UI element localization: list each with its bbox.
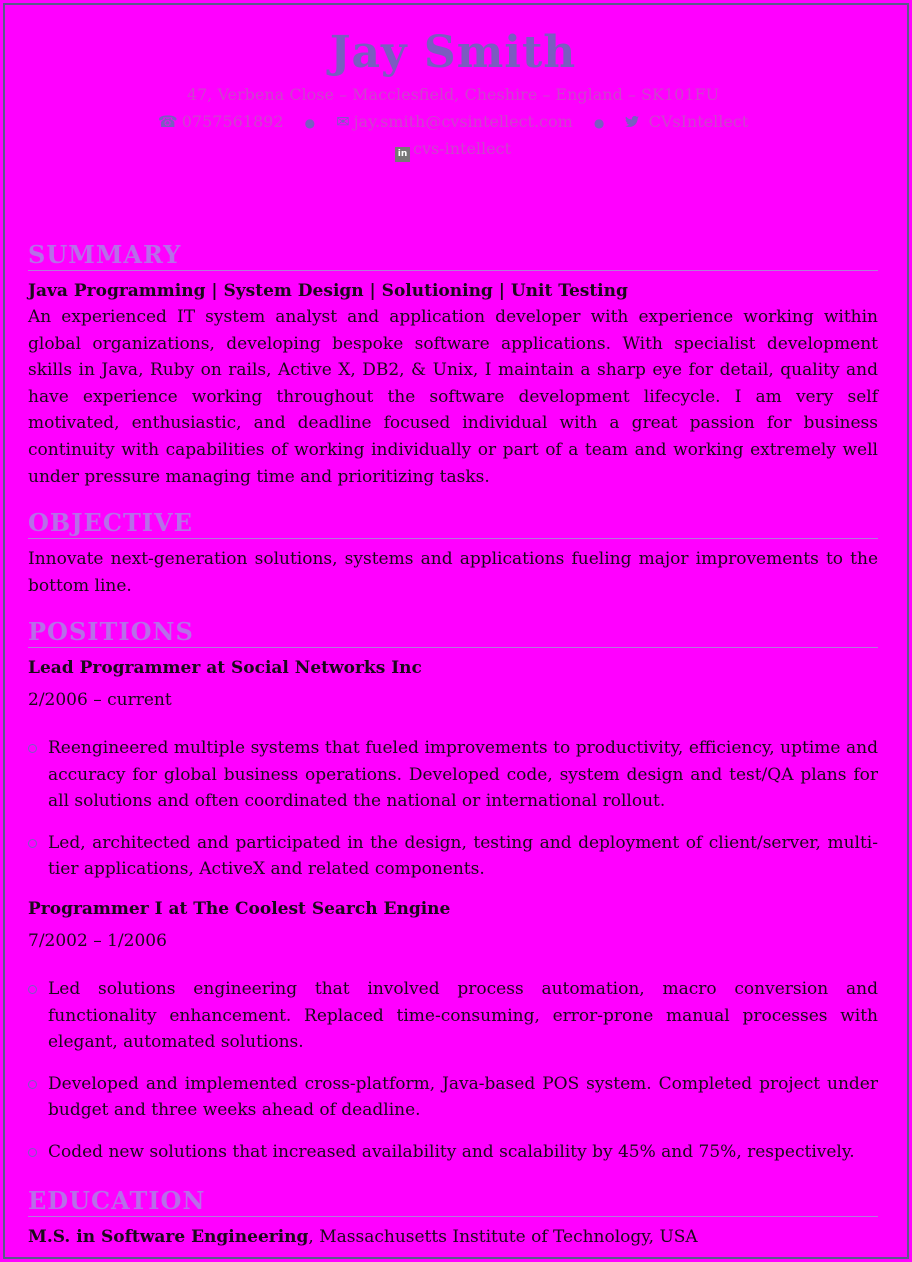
section-title-positions: POSITIONS <box>28 618 878 648</box>
objective-text: Innovate next-generation solutions, systems and applications fueling major improvements to the bottom line. <box>28 549 878 596</box>
position-bullets <box>28 735 878 898</box>
phone-icon: ☎ <box>157 112 178 131</box>
section-title-objective: OBJECTIVE <box>28 509 878 539</box>
bullet-circle-icon <box>28 1148 37 1157</box>
section-title-summary: SUMMARY <box>28 241 878 271</box>
position-dates: 7/2002 – 1/2006 <box>28 931 167 951</box>
position-role: Lead Programmer at Social Networks Inc <box>28 658 422 678</box>
separator-dot: ● <box>593 116 605 130</box>
position-dates: 2/2006 – current <box>28 690 172 710</box>
bullet-circle-icon <box>28 839 37 848</box>
list-item: Coded new solutions that increased availability and scalability by 45% and 75%, respectively. <box>28 1139 878 1166</box>
twitter-icon <box>625 112 644 131</box>
twitter-handle[interactable]: CVsIntellect <box>648 112 749 131</box>
linkedin-line <box>28 139 878 162</box>
summary-text: An experienced IT system analyst and application developer with experience working within global organizations, developing bespoke software applications. With specialist development skills in Java, Ruby on rails, Active X, DB2, & Unix, I maintain a sharp eye for detail, quality and have experience working throughout the software development lifecycle. I am very self motivated, enthusiastic, and deadline focused individual with a great passion for business continuity with capabilities of working individually or part of a team and working extremely well under pressure managing time and prioritizing tasks. <box>28 307 878 487</box>
section-title-education: EDUCATION <box>28 1187 878 1217</box>
address-line: 47, Verbena Close – Macclesfield, Cheshire – England – SK101FU <box>186 85 720 104</box>
bullet-circle-icon <box>28 985 37 994</box>
envelope-icon: ✉ <box>336 112 350 131</box>
phone-number: 0757561892 <box>181 112 284 131</box>
candidate-name: Jay Smith <box>329 27 577 78</box>
list-item: Reengineered multiple systems that fueled improvements to productivity, efficiency, uptime and accuracy for global business operations. Developed code, system design and test/QA plans for all solutions and often coordinated the national or international rollout. <box>28 735 878 815</box>
bullet-circle-icon <box>28 1080 37 1089</box>
list-item: Developed and implemented cross-platform, Java-based POS system. Completed project under budget and three weeks ahead of deadline. <box>28 1071 878 1124</box>
position-role: Programmer I at The Coolest Search Engine <box>28 899 451 919</box>
education-entry <box>28 1224 878 1251</box>
education-degree: M.S. in Software Engineering <box>28 1227 309 1247</box>
linkedin-icon: in <box>395 147 410 162</box>
contact-line <box>28 112 878 133</box>
position-bullets <box>28 976 878 1181</box>
separator-dot: ● <box>304 116 316 130</box>
list-item: Led solutions engineering that involved process automation, macro conversion and functionality enhancement. Replaced time-consuming, error-prone manual processes with elegant, automated solutions. <box>28 976 878 1056</box>
email-link[interactable]: jay.smith@cvsintellect.com <box>353 112 573 131</box>
education-institution: , Massachusetts Institute of Technology, USA <box>308 1227 698 1247</box>
linkedin-handle[interactable]: cvs-intellect <box>412 139 512 158</box>
bullet-circle-icon <box>28 744 37 753</box>
summary-skills: Java Programming | System Design | Solutioning | Unit Testing <box>28 281 628 301</box>
list-item: Led, architected and participated in the design, testing and deployment of client/server, multi-tier applications, ActiveX and related components. <box>28 830 878 883</box>
